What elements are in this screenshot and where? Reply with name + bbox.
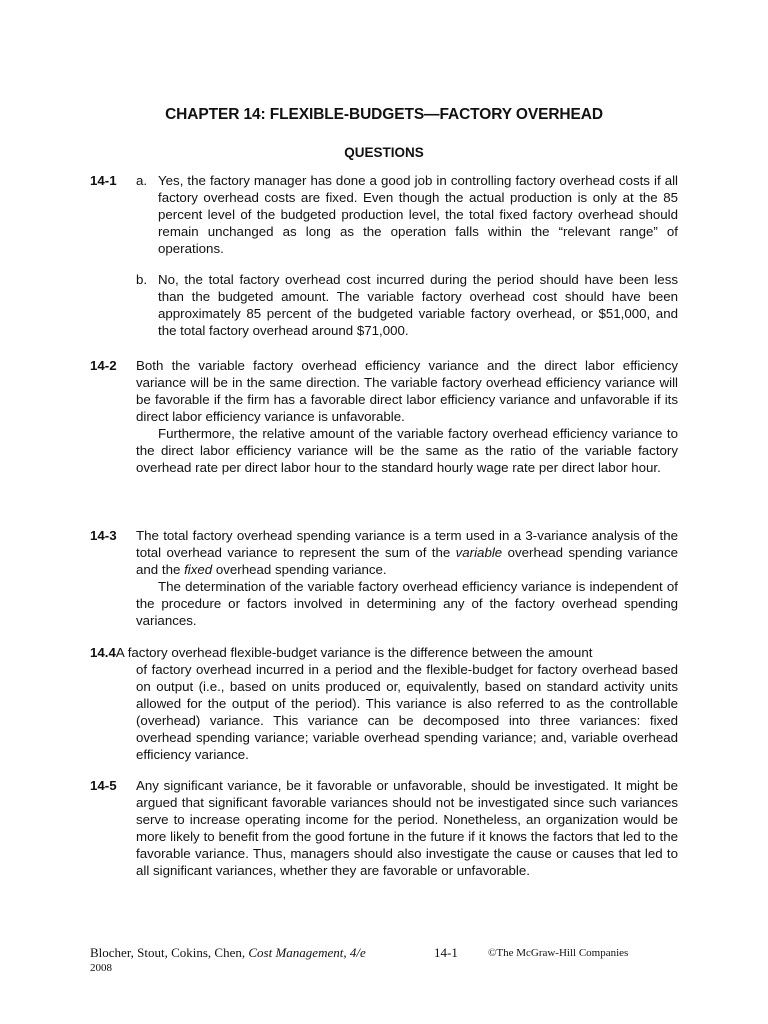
question-number-14-2: 14-2 [90,358,117,373]
page-footer [90,945,690,975]
answer-14-1a-text: Yes, the factory manager has done a good job in controlling factory overhead costs if all factory overhead costs are fixed. Even though the actual production is only at the 85 percent level of the budgeted production level, the total fixed factory overhead should remain unchanged as long as the operation falls within the “relevant range” of operations. [158,173,678,256]
item-letter-a: a. [136,173,148,188]
answer-14-2-paragraph-2: Furthermore, the relative amount of the variable factory overhead efficiency variance to the direct labor efficiency variance will be the same as the ratio of the variable factory overhead rate per direct labor hour to the standard hourly wage rate per direct labor hour. [136,426,678,475]
chapter-title: CHAPTER 14: FLEXIBLE-BUDGETS—FACTORY OVERHEAD [165,106,603,123]
answer-14-3 [136,527,678,629]
footer-copyright: ©The McGraw-Hill Companies [488,947,629,959]
footer-page-number: 14-1 [434,945,458,960]
question-number-14-4: 14.4 [90,645,116,660]
emphasis-variable: variable [455,545,503,560]
question-number-14-1: 14-1 [90,173,117,188]
question-number-14-3: 14-3 [90,528,117,543]
footer-book-title: Cost Management, 4/e [248,945,366,960]
answer-14-1b [136,271,678,339]
answer-14-3-paragraph-1: The total factory overhead spending variance is a term used in a 3-variance analysis of the total overhead variance to represent the sum of the variable overhead spending variance and the fixed overhead spending variance. [136,528,678,577]
answer-14-1b-text: No, the total factory overhead cost incurred during the period should have been less than the budgeted amount. The variable factory overhead cost should have been approximately 85 percent of the budgeted variable factory overhead, or $51,000, and the total factory overhead around $71,000. [158,272,678,338]
item-letter-b: b. [136,272,148,287]
question-number-14-5: 14-5 [90,778,117,793]
emphasis-fixed: fixed [184,562,213,577]
answer-14-2-paragraph-1: Both the variable factory overhead efficiency variance and the direct labor efficiency variance will be in the same direction. The variable factory overhead efficiency variance will be favorable if the firm has a favorable direct labor efficiency variance and unfavorable if its direct labor efficiency variance is unfavorable. [136,358,678,424]
answer-14-1a [136,172,678,257]
answer-14-5: Any significant variance, be it favorable or unfavorable, should be investigated. It might be argued that significant favorable variances should not be investigated since such variances serve to increase operating income for the period. Nonetheless, an organization would be more likely to benefit from the good fortune in the future if it knows the factors that led to the favorable variance. Thus, managers should also investigate the cause or causes that led to all significant variances, whether they are favorable or unfavorable. [136,778,678,878]
footer-year: 2008 [90,962,112,974]
answer-14-2 [136,357,678,476]
answer-14-3-paragraph-2: The determination of the variable factory overhead efficiency variance is independent of the procedure or factors involved in determining any of the factory overhead spending variances. [136,579,678,628]
footer-citation: Blocher, Stout, Cokins, Chen, Cost Management, 4/e [90,945,366,960]
section-heading: QUESTIONS [344,145,424,160]
answer-14-4: of factory overhead incurred in a period and the flexible-budget for factory overhead based on output (i.e., based on units produced or, equivalently, based on standard activity units allowed for the output of the period). This variance is also referred to as the controllable (overhead) variance. This variance can be decomposed into three variances: fixed overhead spending variance; variable overhead spending variance; and, variable overhead efficiency variance. [136,662,678,762]
answer-14-4-first-line: 14.4A factory overhead flexible-budget variance is the difference between the amount [90,645,593,660]
